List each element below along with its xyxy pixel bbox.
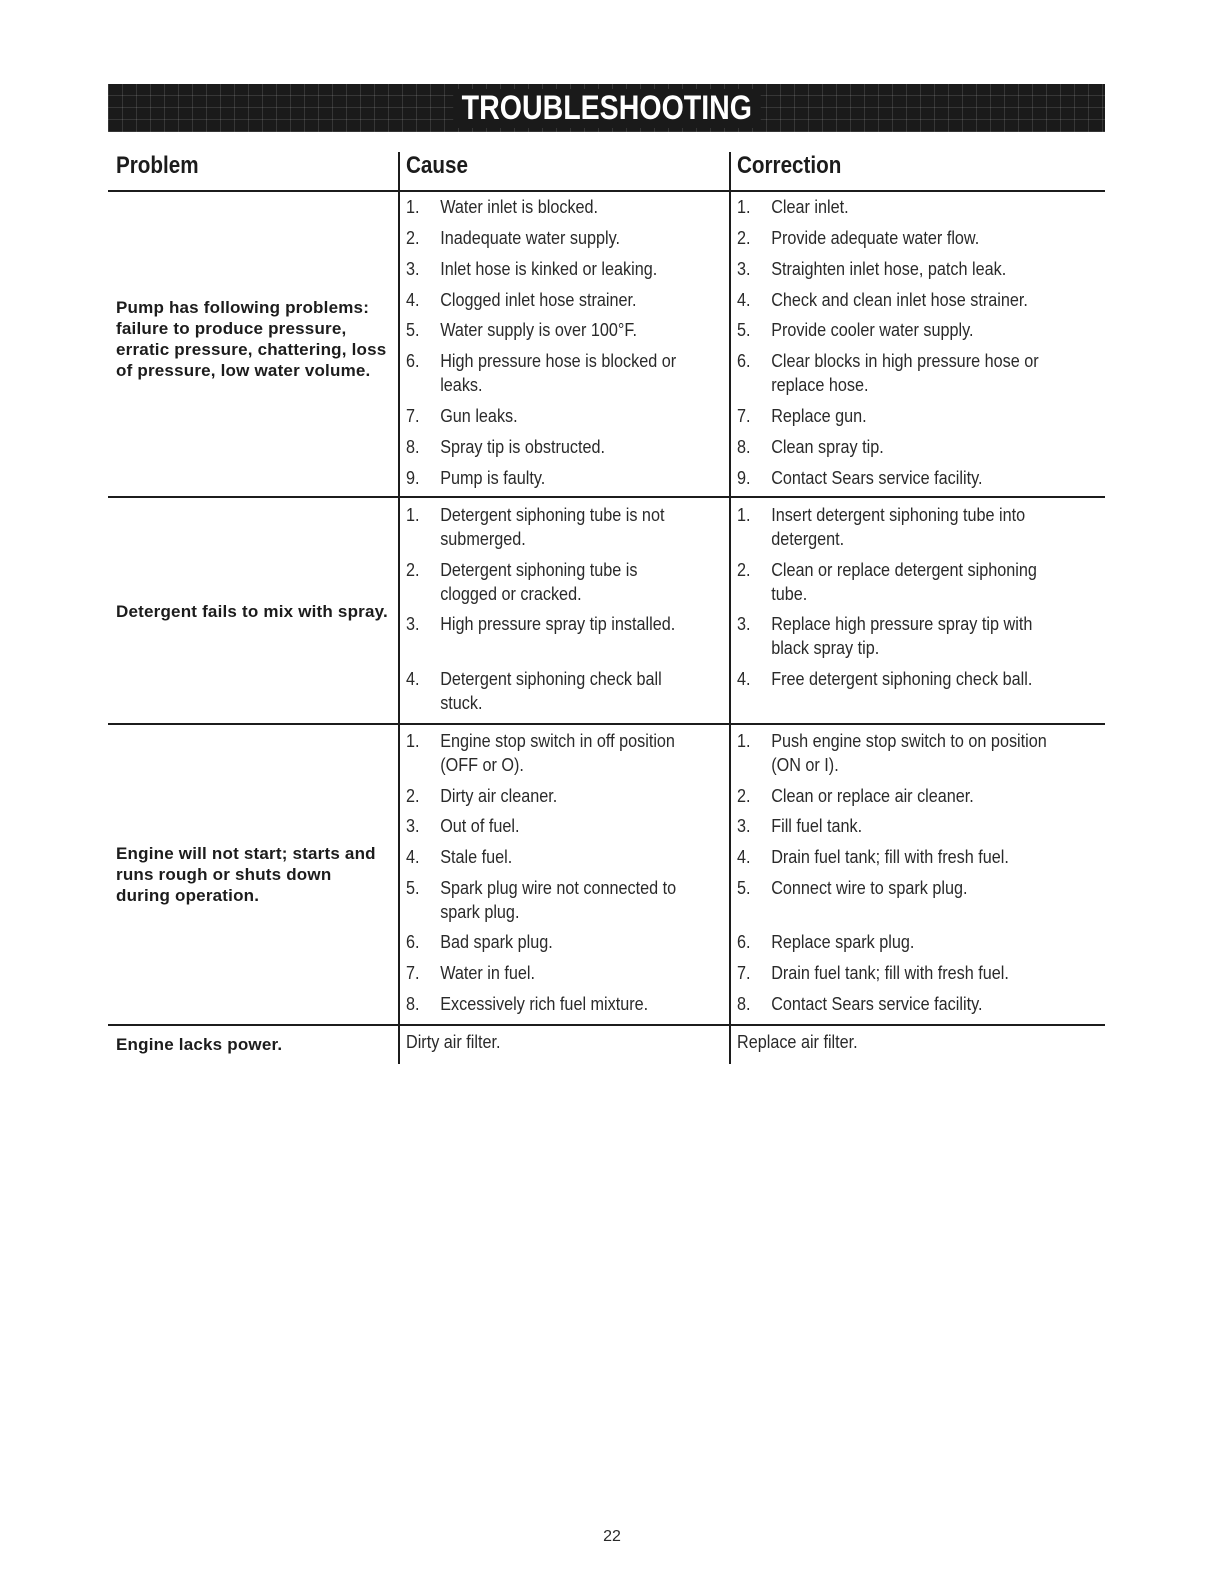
item-text xyxy=(440,930,553,954)
item-text-line: Engine stop switch in off position xyxy=(440,731,675,751)
item-number: 6. xyxy=(737,932,751,952)
row-divider xyxy=(108,496,1105,498)
item-text-line: submerged. xyxy=(440,529,526,549)
item-text-line: Excessively rich fuel mixture. xyxy=(440,994,649,1014)
item-text xyxy=(440,814,519,838)
item-text-line: Inadequate water supply. xyxy=(440,228,621,248)
item-text xyxy=(440,435,605,459)
item-number: 3. xyxy=(406,259,420,279)
column-divider-cause xyxy=(398,152,400,1064)
item-text-line: leaks. xyxy=(440,375,483,395)
item-text xyxy=(440,729,675,777)
item-number: 1. xyxy=(406,505,420,525)
item-text-line: Connect wire to spark plug. xyxy=(771,878,968,898)
title-banner xyxy=(108,84,1105,132)
item-number: 6. xyxy=(406,932,420,952)
item-number: 2. xyxy=(406,560,420,580)
item-text-line: Spark plug wire not connected to xyxy=(440,878,677,898)
item-number: 3. xyxy=(737,816,751,836)
item-number: 3. xyxy=(737,614,751,634)
item-number: 7. xyxy=(737,406,751,426)
item-text-line: black spray tip. xyxy=(771,638,880,658)
item-text-line: Clean or replace air cleaner. xyxy=(771,786,974,806)
item-text xyxy=(440,318,637,342)
item-text-line: spark plug. xyxy=(440,902,520,922)
item-number: 4. xyxy=(406,669,420,689)
item-number: 2. xyxy=(737,560,751,580)
item-text xyxy=(771,503,1025,551)
item-number: 5. xyxy=(406,878,420,898)
item-text xyxy=(440,226,620,250)
item-text xyxy=(771,404,866,428)
item-text-line: Replace spark plug. xyxy=(771,932,915,952)
item-text-line: Clogged inlet hose strainer. xyxy=(440,290,637,310)
item-number: 8. xyxy=(737,994,751,1014)
item-text-line: Detergent siphoning check ball xyxy=(440,669,662,689)
header-correction: Correction xyxy=(737,152,842,179)
header-rule xyxy=(108,190,1105,192)
item-number: 2. xyxy=(737,786,751,806)
item-text-line: High pressure hose is blocked or xyxy=(440,351,677,371)
item-number: 4. xyxy=(406,847,420,867)
item-text-line: Bad spark plug. xyxy=(440,932,553,952)
item-text-line: clogged or cracked. xyxy=(440,584,582,604)
item-text xyxy=(440,404,517,428)
item-number: 3. xyxy=(406,614,420,634)
item-number: 5. xyxy=(406,320,420,340)
item-text-line: stuck. xyxy=(440,693,483,713)
item-text-line: Push engine stop switch to on position xyxy=(771,731,1047,751)
item-text-line: Out of fuel. xyxy=(440,816,520,836)
item-text xyxy=(440,195,598,219)
page-title: TROUBLESHOOTING xyxy=(453,89,760,128)
item-number: 4. xyxy=(406,290,420,310)
item-number: 9. xyxy=(737,468,751,488)
item-text xyxy=(771,195,848,219)
item-text xyxy=(440,845,512,869)
problem-text: Engine lacks power. xyxy=(116,1035,283,1054)
item-number: 7. xyxy=(737,963,751,983)
page-number: 22 xyxy=(603,1528,621,1545)
item-text xyxy=(440,876,676,924)
item-number: 4. xyxy=(737,290,751,310)
item-number: 2. xyxy=(406,228,420,248)
item-text-line: Contact Sears service facility. xyxy=(771,994,983,1014)
problem-text: Detergent fails to mix with spray. xyxy=(116,602,388,621)
item-text xyxy=(771,318,973,342)
item-text-line: Pump is faulty. xyxy=(440,468,546,488)
item-text xyxy=(440,961,535,985)
item-text xyxy=(440,349,676,397)
item-text-line: Clear inlet. xyxy=(771,197,849,217)
item-text-line: Spray tip is obstructed. xyxy=(440,437,605,457)
item-text-line: detergent. xyxy=(771,529,845,549)
item-text xyxy=(440,558,637,606)
item-text-line: Gun leaks. xyxy=(440,406,518,426)
item-text-line: Stale fuel. xyxy=(440,847,513,867)
item-number: 9. xyxy=(406,468,420,488)
item-text-line: Check and clean inlet hose strainer. xyxy=(771,290,1028,310)
item-number: 1. xyxy=(737,197,751,217)
item-text-line: Provide adequate water flow. xyxy=(771,228,980,248)
item-number: 8. xyxy=(406,437,420,457)
item-text xyxy=(440,992,648,1016)
item-text-line: tube. xyxy=(771,584,808,604)
item-text xyxy=(771,961,1009,985)
item-text-line: Contact Sears service facility. xyxy=(771,468,983,488)
header-problem: Problem xyxy=(116,152,199,179)
item-text-line: Water inlet is blocked. xyxy=(440,197,599,217)
item-text-line: Water supply is over 100°F. xyxy=(440,320,637,340)
item-number: 1. xyxy=(406,731,420,751)
column-divider-correction xyxy=(729,152,731,1064)
item-number: 2. xyxy=(406,786,420,806)
item-text xyxy=(771,930,914,954)
item-text-line: Dirty air cleaner. xyxy=(440,786,558,806)
item-text xyxy=(771,667,1032,691)
item-text xyxy=(771,845,1009,869)
item-text-line: Detergent siphoning tube is xyxy=(440,560,638,580)
item-text-line: Insert detergent siphoning tube into xyxy=(771,505,1026,525)
item-text-line: Detergent siphoning tube is not xyxy=(440,505,665,525)
item-text-line: Replace air filter. xyxy=(737,1032,858,1052)
item-text-line: Clean or replace detergent siphoning xyxy=(771,560,1037,580)
item-text-line: replace hose. xyxy=(771,375,869,395)
item-number: 4. xyxy=(737,847,751,867)
item-text-line: Clear blocks in high pressure hose or xyxy=(771,351,1039,371)
item-number: 7. xyxy=(406,963,420,983)
item-text xyxy=(771,876,967,900)
item-text-line: Free detergent siphoning check ball. xyxy=(771,669,1033,689)
row-divider xyxy=(108,723,1105,725)
item-text xyxy=(440,612,675,636)
item-number: 3. xyxy=(406,816,420,836)
item-text xyxy=(771,992,982,1016)
item-text xyxy=(771,784,974,808)
item-text-line: Fill fuel tank. xyxy=(771,816,863,836)
item-number: 1. xyxy=(737,731,751,751)
item-text xyxy=(771,466,982,490)
item-text-line: (ON or I). xyxy=(771,755,839,775)
item-text-line: Water in fuel. xyxy=(440,963,536,983)
item-text xyxy=(440,257,657,281)
item-number: 6. xyxy=(737,351,751,371)
problem-text: Engine will not start; starts and runs rough or shuts down during operation. xyxy=(116,844,376,905)
item-text xyxy=(771,349,1038,397)
item-text xyxy=(771,257,1006,281)
item-text-line: Straighten inlet hose, patch leak. xyxy=(771,259,1007,279)
item-text xyxy=(771,226,979,250)
item-text-line: Replace high pressure spray tip with xyxy=(771,614,1033,634)
item-text xyxy=(406,1030,501,1054)
item-text-line: Clean spray tip. xyxy=(771,437,884,457)
item-number: 8. xyxy=(737,437,751,457)
item-number: 4. xyxy=(737,669,751,689)
item-number: 2. xyxy=(737,228,751,248)
item-text xyxy=(440,288,636,312)
item-text xyxy=(771,288,1028,312)
item-text xyxy=(440,503,664,551)
item-text xyxy=(771,729,1047,777)
item-text-line: High pressure spray tip installed. xyxy=(440,614,676,634)
item-number: 8. xyxy=(406,994,420,1014)
header-cause: Cause xyxy=(406,152,468,179)
problem-text: Pump has following problems: failure to produce pressure, erratic pressure, chattering, loss of pressure, low water volume. xyxy=(116,298,387,380)
item-number: 5. xyxy=(737,320,751,340)
item-text xyxy=(771,435,884,459)
item-text-line: Dirty air filter. xyxy=(406,1032,501,1052)
item-text-line: Inlet hose is kinked or leaking. xyxy=(440,259,658,279)
item-text-line: Provide cooler water supply. xyxy=(771,320,974,340)
item-number: 7. xyxy=(406,406,420,426)
item-text xyxy=(440,784,557,808)
row-divider xyxy=(108,1024,1105,1026)
item-number: 3. xyxy=(737,259,751,279)
item-text-line: (OFF or O). xyxy=(440,755,524,775)
item-text xyxy=(771,558,1037,606)
item-text xyxy=(440,466,545,490)
item-number: 1. xyxy=(737,505,751,525)
item-text xyxy=(771,814,862,838)
item-number: 5. xyxy=(737,878,751,898)
item-text xyxy=(737,1030,858,1054)
item-text-line: Drain fuel tank; fill with fresh fuel. xyxy=(771,847,1009,867)
item-number: 6. xyxy=(406,351,420,371)
item-number: 1. xyxy=(406,197,420,217)
item-text xyxy=(771,612,1032,660)
item-text xyxy=(440,667,662,715)
item-text-line: Replace gun. xyxy=(771,406,867,426)
item-text-line: Drain fuel tank; fill with fresh fuel. xyxy=(771,963,1009,983)
